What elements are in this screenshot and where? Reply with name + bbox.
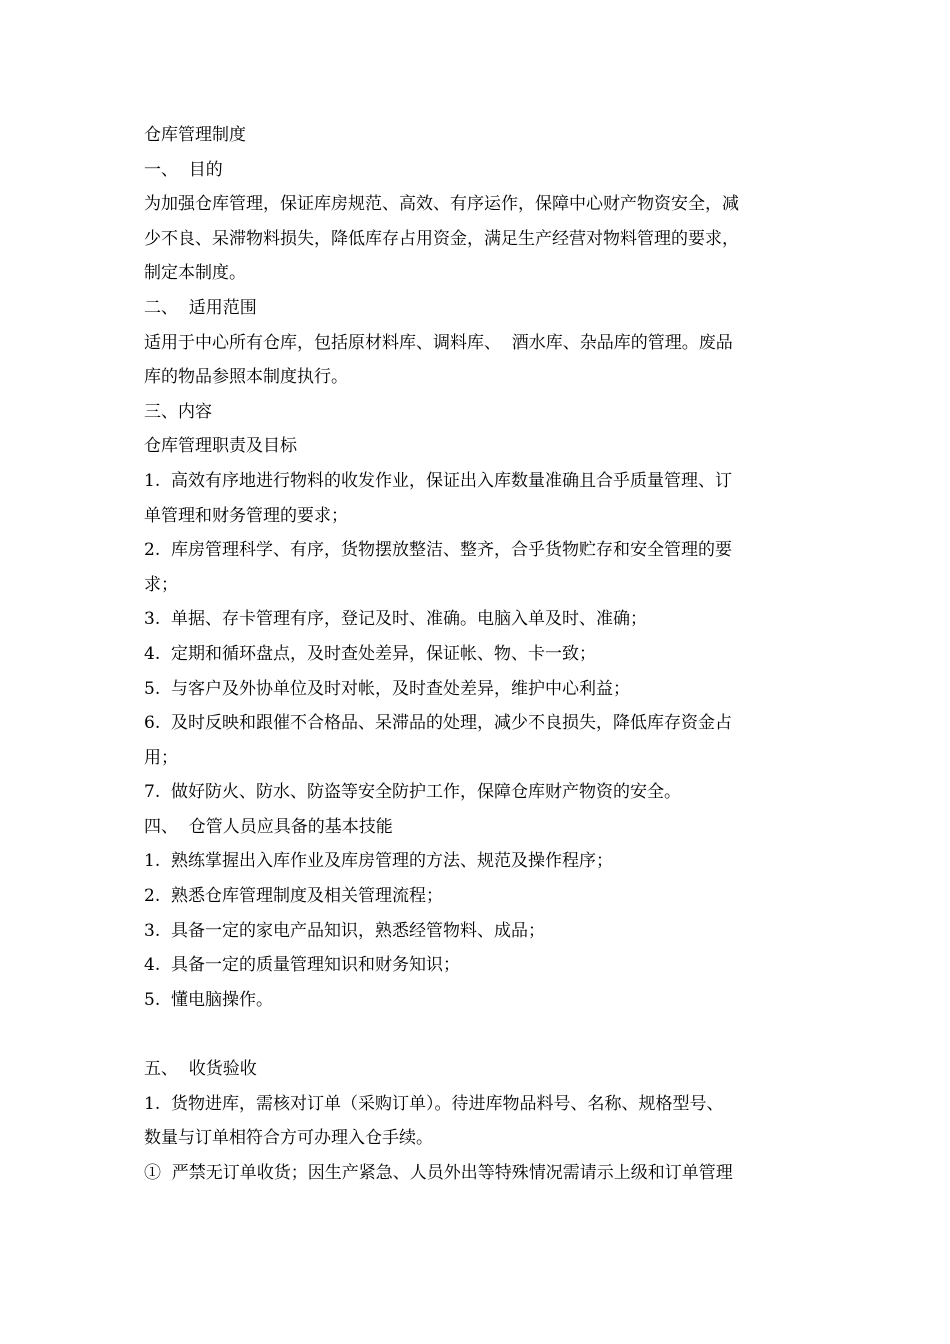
list-item-continuation: 求； bbox=[144, 574, 178, 595]
list-item: 5. 与客户及外协单位及时对帐，及时查处差异，维护中心利益； bbox=[144, 678, 631, 699]
document-page bbox=[144, 118, 814, 1190]
list-item: 6. 及时反映和跟催不合格品、呆滞品的处理，减少不良损失，降低库存资金占 bbox=[144, 713, 733, 734]
list-item: 3. 单据、存卡管理有序，登记及时、准确。电脑入单及时、准确； bbox=[144, 609, 648, 630]
list-item: 1. 高效有序地进行物料的收发作业，保证出入库数量准确且合乎质量管理、订 bbox=[144, 470, 733, 491]
list-item: 4. 具备一定的质量管理知识和财务知识； bbox=[144, 955, 461, 976]
section-heading-content: 三、内容 bbox=[144, 401, 212, 422]
list-item-continuation: 用； bbox=[144, 747, 178, 768]
section-heading-purpose: 一、 目的 bbox=[144, 159, 223, 180]
section-heading-scope: 二、 适用范围 bbox=[144, 297, 257, 318]
list-item: 1. 货物进库，需核对订单（采购订单）。待进库物品料号、名称、规格型号、 bbox=[144, 1093, 724, 1114]
blank-line bbox=[144, 1017, 814, 1052]
list-item-continuation: 单管理和财务管理的要求； bbox=[144, 505, 348, 526]
list-item: 2. 库房管理科学、有序，货物摆放整洁、整齐，合乎货物贮存和安全管理的要 bbox=[144, 540, 733, 561]
list-item: 2. 熟悉仓库管理制度及相关管理流程； bbox=[144, 886, 444, 907]
list-item: 3. 具备一定的家电产品知识，熟悉经管物料、成品； bbox=[144, 920, 546, 941]
paragraph-line: 为加强仓库管理，保证库房规范、高效、有序运作，保障中心财产物资安全，减 bbox=[144, 194, 739, 215]
paragraph-line: 少不良、呆滞物料损失，降低库存占用资金，满足生产经营对物料管理的要求， bbox=[144, 228, 739, 249]
section-heading-receiving: 五、 收货验收 bbox=[144, 1059, 257, 1080]
list-item: 7. 做好防火、防水、防盗等安全防护工作，保障仓库财产物资的安全。 bbox=[144, 782, 682, 803]
list-item: 1. 熟练掌握出入库作业及库房管理的方法、规范及操作程序； bbox=[144, 851, 614, 872]
list-item: 5. 懂电脑操作。 bbox=[144, 989, 274, 1010]
paragraph-line: 制定本制度。 bbox=[144, 263, 246, 284]
list-item: 4. 定期和循环盘点，及时查处差异，保证帐、物、卡一致； bbox=[144, 643, 597, 664]
document-title: 仓库管理制度 bbox=[144, 125, 246, 145]
paragraph-line: 库的物品参照本制度执行。 bbox=[144, 367, 348, 388]
section-heading-skills: 四、 仓管人员应具备的基本技能 bbox=[144, 816, 393, 837]
paragraph-line: 适用于中心所有仓库，包括原材料库、调料库、 酒水库、杂品库的管理。废品 bbox=[144, 332, 733, 353]
list-item: ① 严禁无订单收货；因生产紧急、人员外出等特殊情况需请示上级和订单管理 bbox=[144, 1162, 733, 1183]
subheading-duties: 仓库管理职责及目标 bbox=[144, 436, 297, 457]
list-item-continuation: 数量与订单相符合方可办理入仓手续。 bbox=[144, 1128, 433, 1149]
